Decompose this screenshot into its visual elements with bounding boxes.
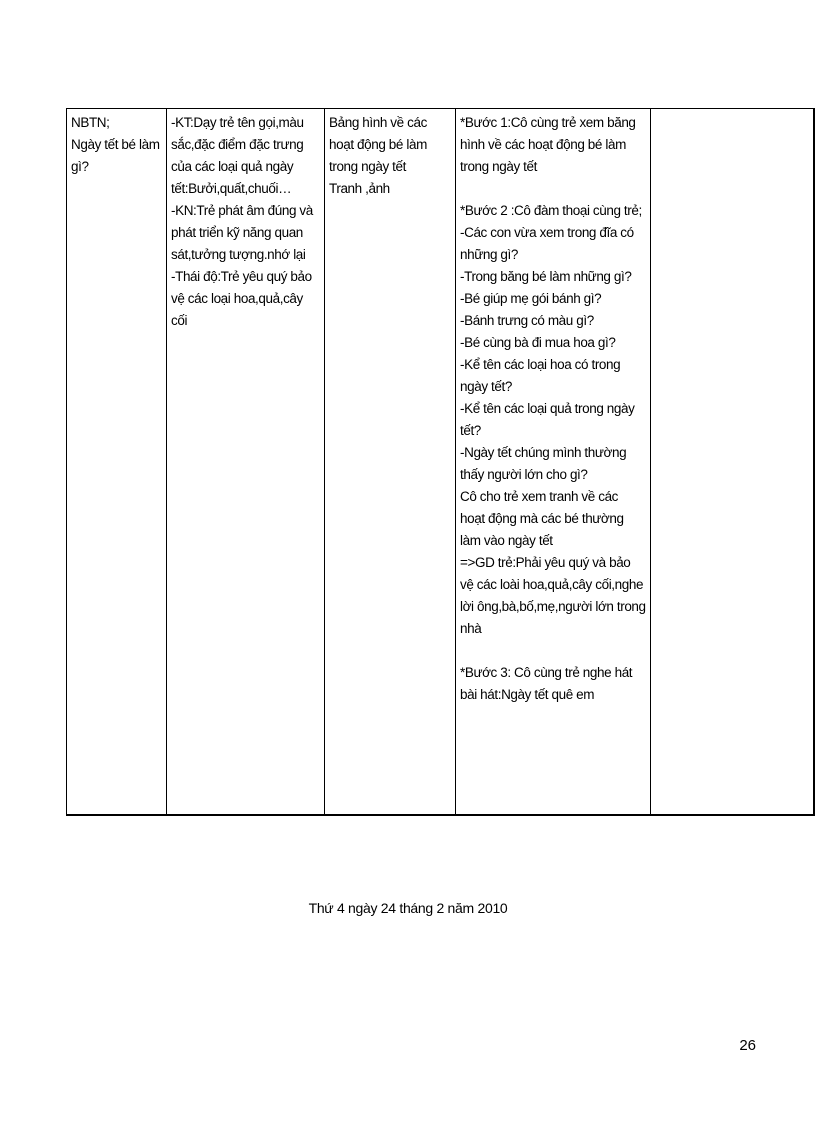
topic-cell: NBTN; Ngày tết bé làm gì? [67, 109, 167, 816]
date-line: Thứ 4 ngày 24 tháng 2 năm 2010 [308, 900, 508, 916]
lesson-plan-table [66, 108, 815, 816]
materials-cell: Bảng hình về các hoạt động bé làm trong ngày tết Tranh ,ảnh [325, 109, 456, 816]
objectives-cell: -KT:Dạy trẻ tên gọi,màu sắc,đặc điểm đặc trưng của các loại quả ngày tết:Bưởi,quất,chuối… -KN:Trẻ phát âm đúng và phát triển kỹ năng quan sát,tưởng tượng.nhớ lại -Thái độ:Trẻ yêu quý bảo vệ các loại hoa,quả,cây cối [167, 109, 325, 816]
page-number: 26 [739, 1037, 756, 1054]
activities-cell: *Bước 1:Cô cùng trẻ xem băng hình về các hoạt động bé làm trong ngày tết *Bước 2 :Cô đàm thoại cùng trẻ; -Các con vừa xem trong đĩa có những gì? -Trong băng bé làm những gì? -Bé giúp mẹ gói bánh gì? -Bánh trưng có màu gì? -Bé cùng bà đi mua hoa gì? -Kể tên các loại hoa có trong ngày tết? -Kể tên các loại quả trong ngày tết? -Ngày tết chúng mình thường thấy người lớn cho gì? Cô cho trẻ xem tranh về các hoạt động mà các bé thường làm vào ngày tết =>GD trẻ:Phải yêu quý và bảo vệ các loài hoa,quả,cây cối,nghe lời ông,bà,bố,mẹ,người lớn trong nhà *Bước 3: Cô cùng trẻ nghe hát bài hát:Ngày tết quê em [456, 109, 651, 816]
notes-cell [651, 109, 814, 816]
table-row [67, 109, 814, 816]
